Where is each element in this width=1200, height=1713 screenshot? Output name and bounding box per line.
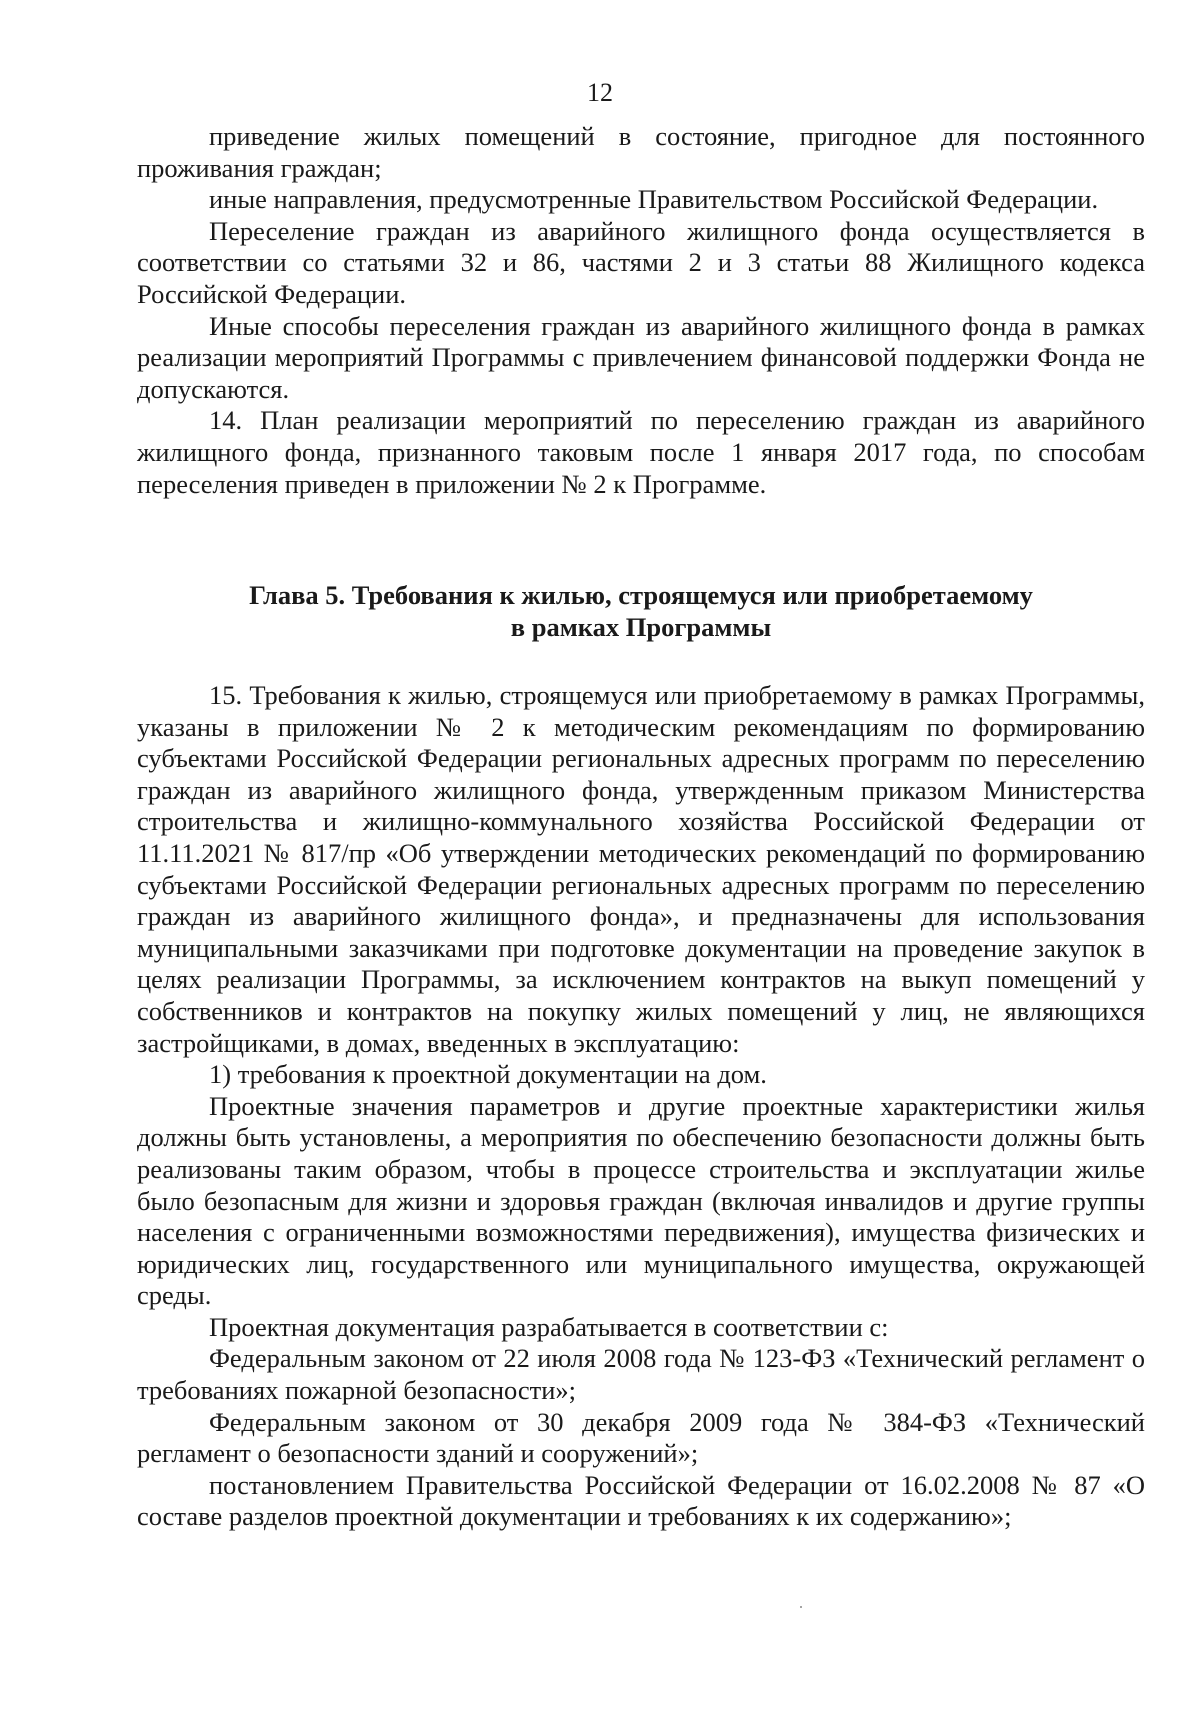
paragraph: Федеральным законом от 22 июля 2008 года № 123-ФЗ «Технический регламент о требованиях пожарной безопасности»; [137, 1343, 1145, 1406]
page-number: 12 [587, 78, 613, 107]
scan-speck [800, 1606, 802, 1608]
paragraph: постановлением Правительства Российской Федерации от 16.02.2008 № 87 «О составе разделов проектной документации и требованиях к их содержанию»; [137, 1469, 1145, 1532]
paragraph: 1) требования к проектной документации на дом. [209, 1059, 767, 1090]
paragraph: иные направления, предусмотренные Правительством Российской Федерации. [209, 184, 1099, 215]
chapter-heading-line: в рамках Программы [510, 611, 772, 642]
paragraph-item-15: 15. Требования к жилью, строящемуся или приобретаемому в рамках Программы, указаны в приложении № 2 к методическим рекомендациям по формированию субъектами Российской Федерации региональных адресных программ по переселению граждан из аварийного жилищного фонда, утвержденным приказом Министерства строительства и жилищно-коммунального хозяйства Российской Федерации от 11.11.2021 № 817/пр «Об утверждении методических рекомендаций по формированию субъектами Российской Федерации региональных адресных программ по переселению граждан из аварийного жилищного фонда», и предназначены для использования муниципальными заказчиками при подготовке документации на проведение закупок в целях реализации Программы, за исключением контрактов на выкуп помещений у собственников и контрактов на покупку жилых помещений у лиц, не являющихся застройщиками, в домах, введенных в эксплуатацию: [137, 680, 1145, 1058]
paragraph: Проектная документация разрабатывается в соответствии с: [209, 1311, 889, 1342]
chapter-heading-line: Глава 5. Требования к жилью, строящемуся или приобретаемому [249, 580, 1033, 610]
paragraph: приведение жилых помещений в состояние, пригодное для постоянного проживания граждан; [137, 121, 1145, 183]
chapter-heading [137, 580, 1145, 643]
body-text-bottom [137, 680, 1145, 1533]
paragraph: Федеральным законом от 30 декабря 2009 года № 384-ФЗ «Технический регламент о безопасности зданий и сооружений»; [137, 1406, 1145, 1469]
body-text-top [137, 121, 1145, 500]
paragraph: Переселение граждан из аварийного жилищного фонда осуществляется в соответствии со статьями 32 и 86, частями 2 и 3 статьи 88 Жилищного кодекса Российской Федерации. [137, 215, 1145, 309]
paragraph-item-14: 14. План реализации мероприятий по переселению граждан из аварийного жилищного фонда, признанного таковым после 1 января 2017 года, по способам переселения приведен в приложении № 2 к Программе. [137, 405, 1145, 499]
paragraph: Иные способы переселения граждан из аварийного жилищного фонда в рамках реализации мероприятий Программы с привлечением финансовой поддержки Фонда не допускаются. [137, 310, 1145, 404]
paragraph: Проектные значения параметров и другие проектные характеристики жилья должны быть установлены, а мероприятия по обеспечению безопасности должны быть реализованы таким образом, чтобы в процессе строительства и эксплуатации жилье было безопасным для жизни и здоровья граждан (включая инвалидов и другие группы населения с ограниченными возможностями передвижения), имущества физических и юридических лиц, государственного или муниципального имущества, окружающей среды. [137, 1090, 1145, 1311]
